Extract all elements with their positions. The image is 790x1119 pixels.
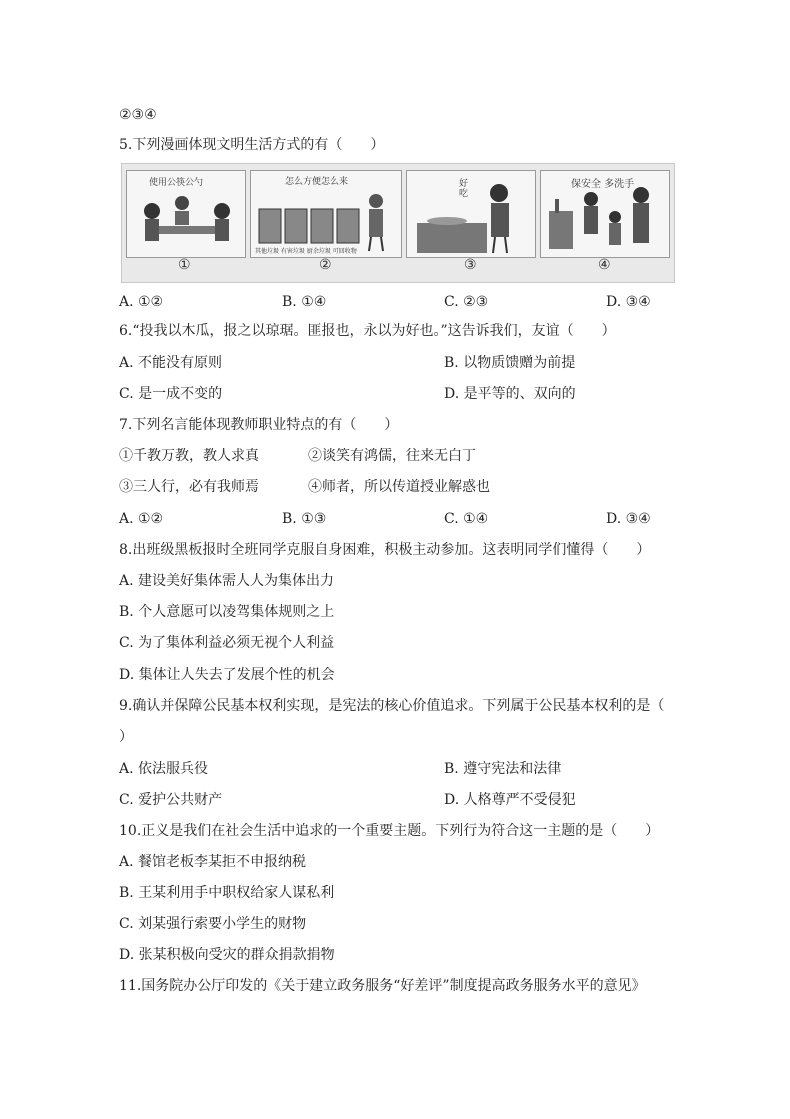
q8-option-a[interactable]: A. 建设美好集体需人人为集体出力 [119,573,335,589]
panel-2-caption: 怎么方便怎么来 [285,177,349,187]
q11-stem: 11.国务院办公厅印发的《关于建立政务服务“好差评”制度提高政务服务水平的意见》 [119,978,646,994]
q7-item-1: ①千教万教，教人求真 [119,448,259,464]
bin-labels: 其他垃圾 有害垃圾 厨余垃圾 可回收物 [255,248,357,255]
q6-option-a[interactable]: A. 不能没有原则 [119,355,223,371]
q9-option-b[interactable]: B. 遵守宪法和法律 [444,761,562,777]
q5-option-b[interactable]: B. ①④ [282,294,327,310]
q9-option-d[interactable]: D. 人格尊严不受侵犯 [444,792,576,808]
q7-item-4: ④师者，所以传道授业解惑也 [308,479,490,495]
q8-option-d[interactable]: D. 集体让人失去了发展个性的机会 [119,667,335,683]
q6-option-c[interactable]: C. 是一成不变的 [119,386,223,402]
q7-option-a[interactable]: A. ①② [119,511,164,527]
q5-option-c[interactable]: C. ②③ [444,294,489,310]
panel-number-1: ① [178,257,191,273]
panel-number-3: ③ [464,257,477,273]
q7-option-c[interactable]: C. ①④ [444,511,489,527]
q10-stem: 10.正义是我们在社会生活中追求的一个重要主题。下列行为符合这一主题的是（ ） [119,823,660,839]
comic-panel-4 [540,170,670,258]
q8-option-c[interactable]: C. 为了集体利益必须无视个人利益 [119,635,335,651]
q10-option-c[interactable]: C. 刘某强行索要小学生的财物 [119,916,307,932]
panel-number-4: ④ [598,257,611,273]
panel-1-caption: 使用公筷公勺 [149,178,204,188]
q10-option-d[interactable]: D. 张某积极向受灾的群众捐款捐物 [119,947,335,963]
q10-option-a[interactable]: A. 餐馆老板李某拒不申报纳税 [119,854,307,870]
q8-option-b[interactable]: B. 个人意愿可以凌驾集体规则之上 [119,604,335,620]
q7-option-d[interactable]: D. ③④ [606,511,651,527]
q9-stem-continuation: ） [119,729,133,745]
q5-option-d[interactable]: D. ③④ [606,294,651,310]
q9-option-a[interactable]: A. 依法服兵役 [119,761,209,777]
q7-item-3: ③三人行，必有我师焉 [119,479,259,495]
panel-number-2: ② [319,257,332,273]
comic-panel-2 [250,170,402,258]
q5-option-a[interactable]: A. ①② [119,294,164,310]
q7-option-b[interactable]: B. ①③ [282,511,327,527]
q6-stem: 6.“投我以木瓜，报之以琼琚。匪报也，永以为好也。”这告诉我们，友谊（ ） [119,323,616,339]
comic-panel-1 [126,170,246,258]
q10-option-b[interactable]: B. 王某利用手中职权给家人谋私利 [119,885,335,901]
q9-stem: 9.确认并保障公民基本权利实现，是宪法的核心价值追求。下列属于公民基本权利的是（ [119,698,665,714]
q9-option-c[interactable]: C. 爱护公共财产 [119,792,223,808]
q5-comic [121,163,675,283]
q8-stem: 8.出班级黑板报时全班同学克服自身困难，积极主动参加。这表明同学们懂得（ ） [119,542,651,558]
q6-option-d[interactable]: D. 是平等的、双向的 [444,386,576,402]
q6-option-b[interactable]: B. 以物质馈赠为前提 [444,355,576,371]
panel-4-caption: 保安全 多洗手 [571,179,635,190]
panel-3-caption: 好吃 [459,179,469,199]
q7-item-2: ②谈笑有鸿儒，往来无白丁 [308,448,476,464]
comic-panel-3 [406,170,536,258]
q5-stem: 5.下列漫画体现文明生活方式的有（ ） [119,137,385,153]
q7-stem: 7.下列名言能体现教师职业特点的有（ ） [119,417,399,433]
q4-answer-tail: ②③④ [119,107,157,123]
eating-man-illustration [407,171,535,257]
